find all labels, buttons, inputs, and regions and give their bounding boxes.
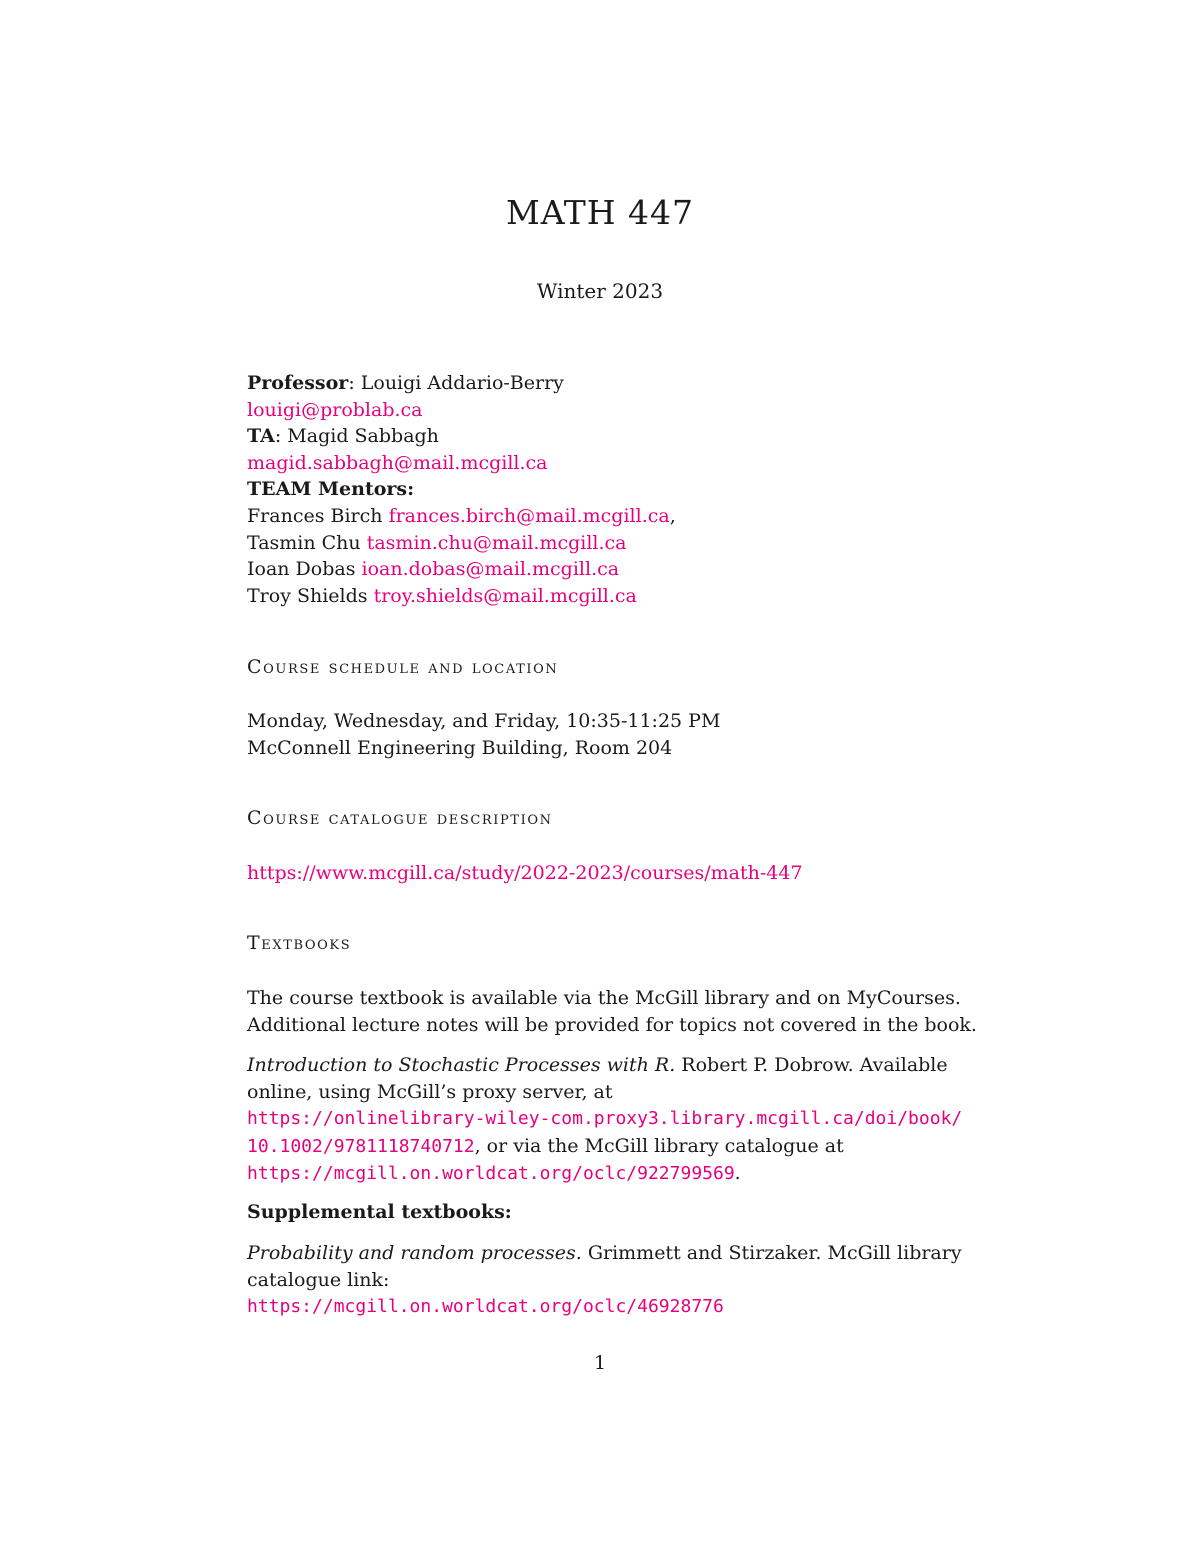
mentor-item: [247, 583, 1007, 610]
textbooks-intro: [247, 985, 1007, 1038]
mentor-email-link[interactable]: troy.shields@mail.mcgill.ca: [373, 584, 637, 607]
mentor-item: [247, 556, 1007, 583]
mentor-email-link[interactable]: frances.birch@mail.mcgill.ca: [388, 504, 670, 527]
schedule-heading: Course schedule and location: [247, 656, 559, 678]
mentor-name: Frances Birch: [247, 504, 383, 527]
schedule-block: [247, 708, 1007, 761]
textbooks-intro-line: Additional lecture notes will be provided for topics not covered in the book.: [247, 1013, 977, 1036]
ta-name: Magid Sabbagh: [287, 425, 439, 448]
main-textbook-title: Introduction to Stochastic Processes with R.: [247, 1054, 676, 1076]
supplemental-url-link[interactable]: https://mcgill.on.worldcat.org/oclc/46928776: [247, 1296, 724, 1318]
mentor-name: Ioan Dobas: [247, 558, 356, 581]
staff-block: [247, 370, 1007, 609]
catalogue-heading: Course catalogue description: [247, 807, 553, 829]
professor-line: Professor: Louigi Addario-Berry: [247, 372, 564, 394]
supplemental-author: Grimmett and Stirzaker. McGill library: [581, 1242, 962, 1264]
main-textbook-entry: [247, 1052, 1007, 1188]
ta-label: TA: [247, 425, 275, 448]
mentor-email-link[interactable]: ioan.dobas@mail.mcgill.ca: [361, 558, 620, 581]
catalogue-url-link[interactable]: https://www.mcgill.ca/study/2022-2023/courses/math-447: [247, 862, 803, 884]
main-textbook-author: Robert P. Dobrow. Available: [675, 1054, 948, 1076]
professor-email-link[interactable]: louigi@problab.ca: [247, 398, 423, 421]
ta-line: TA: Magid Sabbagh: [247, 425, 439, 448]
document-title: MATH 447: [505, 193, 695, 232]
supplemental-label: Supplemental textbooks:: [247, 1201, 512, 1223]
main-textbook-url-link[interactable]: https://onlinelibrary-wiley-com.proxy3.library.mcgill.ca/doi/book/: [247, 1108, 963, 1130]
supplemental-title: Probability and random processes.: [247, 1242, 582, 1264]
main-textbook-url-link-cont[interactable]: 10.1002/9781118740712: [247, 1135, 475, 1157]
main-textbook-line4-suffix: , or via the McGill library catalogue at: [474, 1134, 844, 1157]
mentor-name: Tasmin Chu: [247, 531, 361, 554]
mentors-label: TEAM Mentors:: [247, 478, 415, 501]
supplemental-line2: catalogue link:: [247, 1268, 390, 1291]
professor-name: Louigi Addario-Berry: [360, 372, 564, 394]
catalogue-block: [247, 860, 1007, 887]
main-textbook-catalogue-link[interactable]: https://mcgill.on.worldcat.org/oclc/922799569: [247, 1163, 735, 1185]
mentor-item: [247, 503, 1007, 530]
main-textbook-line2: online, using McGill’s proxy server, at: [247, 1080, 613, 1103]
mentor-item: [247, 530, 1007, 557]
ta-email-link[interactable]: magid.sabbagh@mail.mcgill.ca: [247, 451, 548, 474]
supplemental-entry: [247, 1240, 1007, 1321]
textbooks-intro-line: The course textbook is available via the McGill library and on MyCourses.: [247, 987, 961, 1009]
main-textbook-catalogue-suffix: .: [734, 1162, 741, 1185]
mentor-name: Troy Shields: [247, 584, 368, 607]
document-term: Winter 2023: [536, 279, 664, 303]
professor-label: Professor: [247, 372, 349, 394]
textbooks-heading: Textbooks: [247, 932, 352, 954]
mentor-suffix: ,: [669, 504, 676, 527]
page-number: 1: [593, 1352, 607, 1374]
schedule-location: McConnell Engineering Building, Room 204: [247, 736, 673, 759]
schedule-days-time: Monday, Wednesday, and Friday, 10:35-11:25 PM: [247, 710, 721, 732]
mentor-email-link[interactable]: tasmin.chu@mail.mcgill.ca: [366, 531, 627, 554]
